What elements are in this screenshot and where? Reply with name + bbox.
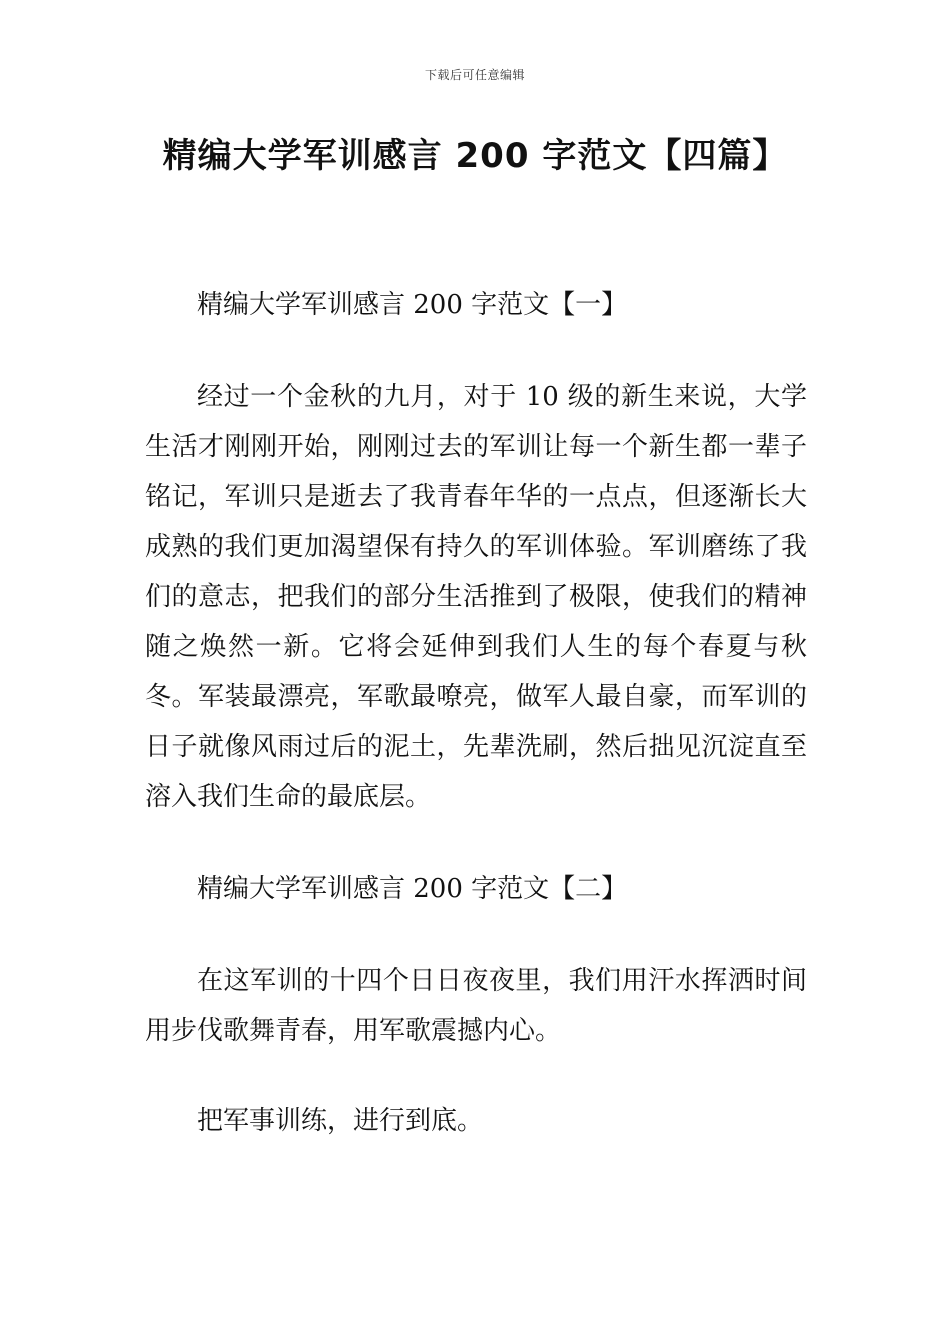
- spacer: [145, 1056, 807, 1096]
- document-body: [145, 280, 807, 1146]
- paragraph-2-2: 把军事训练，进行到底。: [197, 1106, 484, 1136]
- section-heading-2: 精编大学军训感言 200 字范文【二】: [197, 874, 628, 904]
- section-heading-1: 精编大学军训感言 200 字范文【一】: [197, 290, 628, 320]
- spacer: [145, 330, 807, 372]
- header-note: 下载后可任意编辑: [424, 68, 525, 82]
- paragraph-1-1: 经过一个金秋的九月，对于 10 级的新生来说，大学生活才刚刚开始，刚刚过去的军训让每一个新生都一辈子铭记，军训只是逝去了我青春年华的一点点，但逐渐长大成熟的我们更加渴望保有持久的军训体验。军训磨练了我们的意志，把我们的部分生活推到了极限，使我们的精神随之焕然一新。它将会延伸到我们人生的每个春夏与秋冬。军装最漂亮，军歌最嘹亮，做军人最自豪，而军训的日子就像风雨过后的泥土，先辈洗刷，然后拙见沉淀直至溶入我们生命的最底层。: [145, 382, 807, 812]
- paragraph-2-1: 在这军训的十四个日日夜夜里，我们用汗水挥洒时间用步伐歌舞青春，用军歌震撼内心。: [145, 966, 807, 1046]
- spacer: [145, 914, 807, 956]
- document-title: 精编大学军训感言 200 字范文【四篇】: [162, 136, 788, 176]
- spacer: [145, 822, 807, 864]
